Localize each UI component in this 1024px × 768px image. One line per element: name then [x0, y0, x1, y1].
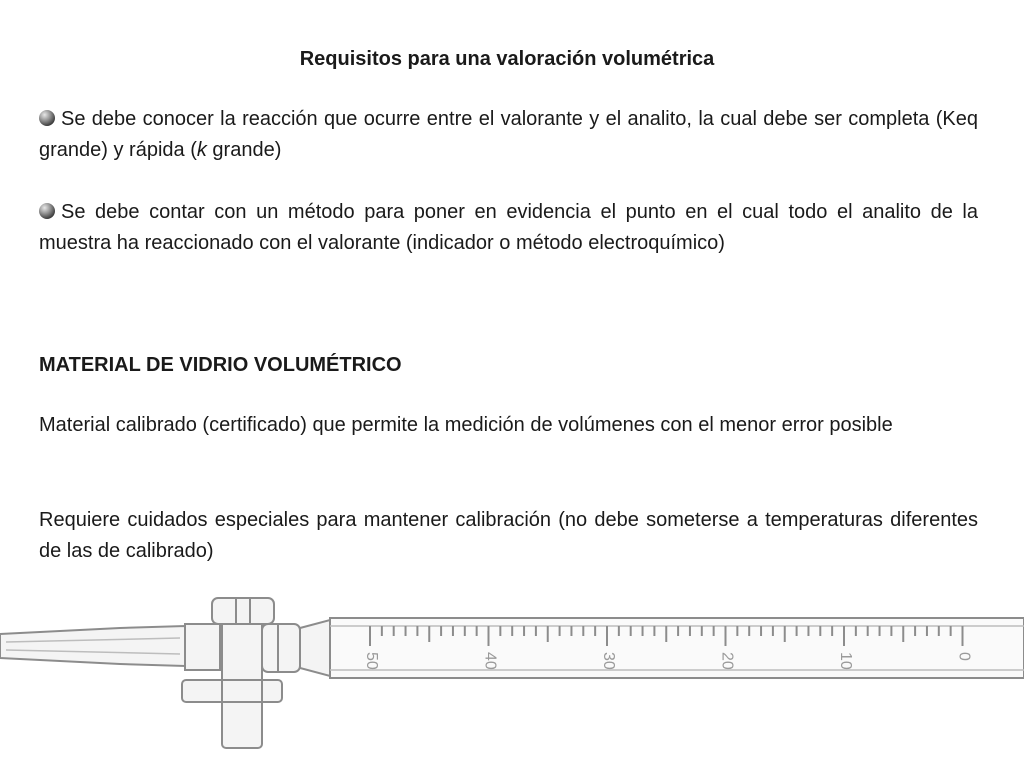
- scale-label: 10: [837, 652, 854, 670]
- stopcock-knob: [212, 598, 274, 624]
- paragraph-calibrated-material: Material calibrado (certificado) que permite la medición de volúmenes con el menor error posible: [39, 414, 893, 436]
- bullet-endpoint: [39, 197, 978, 259]
- bullet-endpoint-text: Se debe contar con un método para poner en evidencia el punto en el cual todo el analito de la muestra ha reaccionado con el valorante (indicador o método electroquímico): [39, 201, 978, 254]
- burette-neck: [300, 620, 330, 676]
- burette-tube: [330, 618, 1024, 678]
- section-heading: MATERIAL DE VIDRIO VOLUMÉTRICO: [39, 354, 402, 376]
- scale-label: 20: [718, 652, 736, 670]
- bullet-reaction: [39, 104, 978, 166]
- burette-tip: [0, 626, 185, 666]
- scale-label: 30: [600, 652, 617, 670]
- scale-label: 50: [363, 652, 380, 670]
- burette-collar: [262, 624, 300, 672]
- stopcock-joint: [185, 624, 220, 670]
- bullet-reaction-text: Se debe conocer la reacción que ocurre entre el valorante y el analito, la cual debe ser completa (Keq grande) y rápida (: [39, 108, 978, 161]
- paragraph-special-care: Requiere cuidados especiales para mantener calibración (no debe someterse a temperaturas diferentes de las de calibrado): [39, 509, 978, 562]
- stopcock-handle: [182, 680, 282, 702]
- scale-label: 40: [481, 652, 499, 670]
- bullet-reaction-italic-k: k: [196, 139, 207, 161]
- slide-title: Requisitos para una valoración volumétrica: [299, 48, 715, 70]
- sphere-bullet-icon: [39, 110, 55, 126]
- bullet-reaction-text-end: grande): [206, 139, 282, 161]
- burette-illustration: [0, 590, 1024, 768]
- scale-label: 0: [955, 652, 973, 661]
- sphere-bullet-icon: [39, 203, 55, 219]
